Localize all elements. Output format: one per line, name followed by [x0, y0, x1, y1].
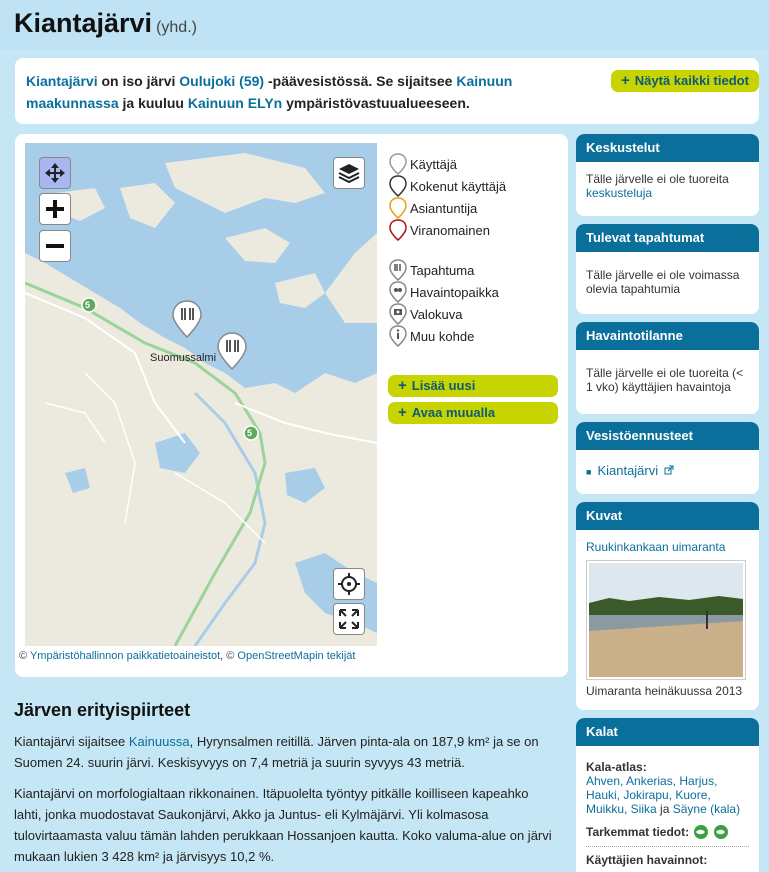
legend-photo[interactable]: Valokuva	[389, 303, 463, 325]
forecasts-title: Vesistöennusteet	[576, 422, 759, 450]
photos-box	[576, 502, 759, 710]
discussions-link[interactable]: keskusteluja	[586, 186, 653, 200]
basin-link[interactable]: Oulujoki (59)	[179, 73, 265, 89]
page-header	[0, 0, 769, 50]
plus-icon: +	[398, 404, 407, 421]
observation-pin-icon	[389, 281, 407, 303]
plus-icon: +	[398, 377, 407, 394]
layers-icon	[338, 162, 360, 184]
show-all-button[interactable]: + Näytä kaikki tiedot	[611, 70, 759, 92]
map-view[interactable]	[25, 143, 377, 646]
fish-icon[interactable]	[713, 824, 729, 840]
intro-panel	[15, 58, 759, 124]
external-link-icon	[664, 465, 674, 475]
section-heading: Järven erityispiirteet	[14, 700, 191, 720]
bullet-icon: ■	[586, 467, 592, 477]
road-shield-label: 5	[247, 428, 253, 438]
legend-user[interactable]: Käyttäjä	[389, 153, 457, 175]
ely-link[interactable]: Kainuun ELYn	[187, 95, 283, 111]
zoom-in-button[interactable]	[39, 193, 71, 225]
legend-observation-site[interactable]: Havaintopaikka	[389, 281, 499, 303]
layers-button[interactable]	[333, 157, 365, 189]
observations-box: Havaintotilanne Tälle järvelle ei ole tuoreita (< 1 vko) käyttäjien havaintoja	[576, 322, 759, 414]
plus-icon	[44, 198, 66, 220]
map-attribution: © Ympäristöhallinnon paikkatietoaineistot, © OpenStreetMapin tekijät	[19, 650, 356, 662]
lake-subtitle: (yhd.)	[156, 19, 197, 36]
forecasts-box	[576, 422, 759, 494]
lake-description	[14, 700, 554, 872]
events-box: Tulevat tapahtumat Tälle järvelle ei ole voimassa olevia tapahtumia	[576, 224, 759, 314]
legend-event[interactable]: Tapahtuma	[389, 259, 474, 281]
fish-box: Kalat Kala-atlas: Ahven, Ankerias, Harjus, Hauki, Jokirapu, Kuore, Muikku, Siika ja Säyne (kala) Tarkemmat tiedot: Käyttäjien havainnot:	[576, 718, 759, 872]
legend-experienced-user[interactable]: Kokenut käyttäjä	[389, 175, 506, 197]
event-pin-icon	[389, 259, 407, 281]
plus-icon: +	[621, 72, 630, 89]
locate-button[interactable]	[333, 568, 365, 600]
pin-black-icon	[389, 175, 407, 197]
lake-link[interactable]: Kiantajärvi	[26, 73, 98, 89]
legend-authority[interactable]: Viranomainen	[389, 219, 490, 241]
legend-other[interactable]: Muu kohde	[389, 325, 474, 347]
forecast-link[interactable]: Kiantajärvi	[597, 463, 659, 478]
fish-species-link-last[interactable]: Säyne (kala)	[672, 802, 741, 816]
description-paragraph-2: Kiantajärvi on morfologialtaan rikkonainen. Itäpuolelta työntyy pitkälle koilliseen kapeahko lahti, jonka muodostavat Saukonjärvi, Akko ja Juntus- eli Kylmäjärvi. Yli kolmasosa tulovirtaamasta valuu tämän lahden perukkaan Hossanjoen kautta. Koko valuma-alue on järvi mukaan lukien 3 428 km² ja järvisyys 10,2 %.	[14, 786, 552, 864]
move-icon	[44, 162, 66, 184]
photos-title: Kuvat	[576, 502, 759, 530]
minus-icon	[44, 235, 66, 257]
fish-icon[interactable]	[693, 824, 709, 840]
road-shield-label: 5	[85, 300, 91, 310]
map-base	[25, 143, 377, 646]
photo-thumbnail[interactable]	[586, 560, 746, 680]
photo-caption: Uimaranta heinäkuussa 2013	[586, 684, 743, 698]
beach-photo	[589, 563, 743, 677]
zoom-out-button[interactable]	[39, 230, 71, 262]
expand-icon	[338, 608, 360, 630]
observations-title: Havaintotilanne	[576, 322, 759, 350]
fish-title: Kalat	[576, 718, 759, 746]
lake-title: Kiantajärvi	[14, 8, 153, 38]
legend-expert[interactable]: Asiantuntija	[389, 197, 477, 219]
intro-text: Kiantajärvi on iso järvi Oulujoki (59) -päävesistössä. Se sijaitsee Kainuun maakunnassa ja kuuluu Kainuun ELYn ympäristövastuualueeseen.	[26, 73, 513, 111]
region-link[interactable]: Kainuun maakunnassa	[26, 73, 513, 111]
camera-pin-icon	[389, 303, 407, 325]
description-paragraph-1: Kiantajärvi sijaitsee Kainuussa, Hyrynsalmen reitillä. Järven pinta-ala on 187,9 km² ja se on Suomen 24. suurin järvi. Keskisyvyys on 7,4 metriä ja suurin syvyys 43 metriä.	[14, 734, 539, 770]
open-elsewhere-button[interactable]: + Avaa muualla	[388, 402, 558, 424]
events-title: Tulevat tapahtumat	[576, 224, 759, 252]
place-label: Suomussalmi	[150, 352, 217, 364]
page-title	[14, 8, 197, 39]
kainuu-link[interactable]: Kainuussa	[128, 734, 190, 749]
discussions-title: Keskustelut	[576, 134, 759, 162]
fullscreen-button[interactable]	[333, 603, 365, 635]
info-pin-icon	[389, 325, 407, 347]
add-new-button[interactable]: + Lisää uusi	[388, 375, 558, 397]
pin-orange-icon	[389, 197, 407, 219]
crosshair-icon	[338, 573, 360, 595]
pin-grey-icon	[389, 153, 407, 175]
photo-link[interactable]: Ruukinkankaan uimaranta	[586, 540, 726, 554]
pin-red-icon	[389, 219, 407, 241]
discussions-box: Keskustelut Tälle järvelle ei ole tuoreita keskusteluja	[576, 134, 759, 216]
attribution-link-ymparisto[interactable]: Ympäristöhallinnon paikkatietoaineistot	[29, 650, 221, 662]
attribution-link-osm[interactable]: OpenStreetMapin tekijät	[237, 650, 356, 662]
pan-button[interactable]	[39, 157, 71, 189]
fish-species-link[interactable]: Ahven, Ankerias, Harjus, Hauki, Jokirapu, Kuore, Muikku, Siika	[586, 774, 718, 816]
